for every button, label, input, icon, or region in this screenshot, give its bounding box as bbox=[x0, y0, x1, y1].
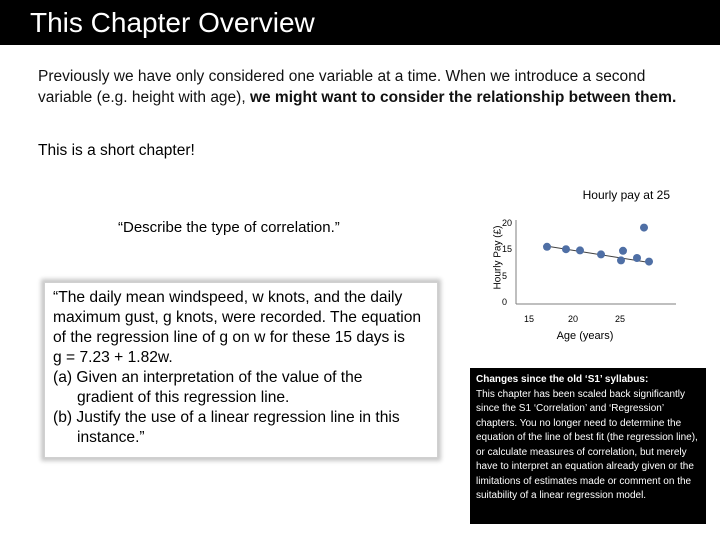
data-points bbox=[543, 224, 653, 266]
question-line: instance.” bbox=[77, 429, 145, 446]
intro-bold-text: we might want to consider the relationship between them. bbox=[249, 89, 677, 106]
data-point bbox=[640, 224, 648, 232]
data-point bbox=[576, 246, 584, 254]
y-tick-label: 20 bbox=[502, 218, 513, 228]
question-line: “The daily mean windspeed, w knots, and the daily bbox=[53, 289, 403, 306]
y-tick-label: 15 bbox=[502, 244, 513, 254]
data-point bbox=[617, 256, 625, 264]
data-point bbox=[619, 247, 627, 255]
x-tick-label: 25 bbox=[615, 314, 626, 324]
changes-heading: Changes since the old ‘S1’ syllabus: bbox=[476, 374, 649, 385]
y-tick-label: 5 bbox=[502, 271, 508, 281]
scatter-plot-area bbox=[480, 180, 680, 350]
question-line: g = 7.23 + 1.82w. bbox=[53, 349, 173, 366]
short-chapter-note: This is a short chapter! bbox=[38, 142, 195, 159]
intro-paragraph bbox=[38, 66, 678, 108]
scatter-chart bbox=[480, 180, 680, 350]
question-line: maximum gust, g knots, were recorded. The equation bbox=[53, 309, 422, 326]
chart-x-axis-label: Age (years) bbox=[556, 330, 614, 342]
data-point bbox=[645, 258, 653, 266]
question-line: gradient of this regression line. bbox=[77, 389, 290, 406]
question-line: of the regression line of g on w for these 15 days is bbox=[53, 329, 405, 346]
exam-question-box bbox=[44, 282, 438, 458]
x-tick-label: 15 bbox=[524, 314, 535, 324]
title-bar bbox=[0, 0, 720, 45]
chart-title: Hourly pay at 25 bbox=[582, 188, 670, 202]
data-point bbox=[543, 243, 551, 251]
data-point bbox=[597, 250, 605, 258]
changes-body: This chapter has been scaled back significantly since the S1 ‘Correlation’ and ‘Regression’ chapters. You no longer need to determine the equation of the line of best fit (the regression line), or calculate measures of correlation, but merely have to interpret an equation already given or the limitations of estimates made or comment on the suitability of a linear regression model. bbox=[476, 388, 698, 501]
chart-y-axis-label-text: Hourly Pay (£) bbox=[492, 225, 504, 290]
describe-prompt: “Describe the type of correlation.” bbox=[118, 219, 340, 236]
data-point bbox=[562, 245, 570, 253]
y-tick-label: 0 bbox=[502, 297, 508, 307]
syllabus-changes-box bbox=[470, 368, 706, 524]
question-line: (a) Given an interpretation of the value of the bbox=[53, 369, 363, 386]
data-point bbox=[633, 254, 641, 262]
x-tick-label: 20 bbox=[568, 314, 579, 324]
question-line: (b) Justify the use of a linear regression line in this bbox=[53, 409, 400, 426]
intro-text: Previously we have only considered one variable at a time. When we introduce a second variable (e.g. height with age), bbox=[38, 68, 646, 106]
page-title: This Chapter Overview bbox=[30, 7, 315, 38]
